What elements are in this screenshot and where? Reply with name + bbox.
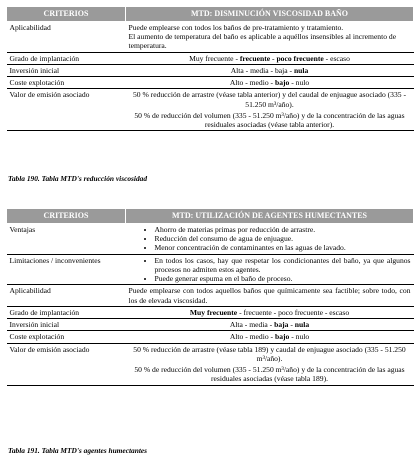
table-row <box>7 64 414 76</box>
emision-p2: 50 % de reducción del volumen (335 - 51.250 m³/año) y de la concentración de las aguas residuales asociadas (véase tabla 189). <box>134 365 405 384</box>
row-value <box>126 254 414 285</box>
row-label: Grado de implantación <box>7 306 126 318</box>
coste-option: Alto - medio - <box>229 332 275 342</box>
grado-sep: - <box>270 53 277 63</box>
list-item: • Ahorro de materias primas por reducción de arrastre. <box>155 225 411 234</box>
inversion-selected: nula <box>294 320 310 329</box>
row-label: Limitaciones / inconvenientes <box>7 254 126 285</box>
grado-selected: frecuente <box>239 53 271 63</box>
inversion-option: Alta - media - <box>229 320 275 329</box>
row-label: Coste explotación <box>7 77 126 89</box>
inversion-selected: baja <box>274 320 289 329</box>
aplicabilidad-p1: Puede emplearse con todos los baños de pre-tratamiento y tratamiento. <box>128 22 344 32</box>
coste-option: - nulo <box>289 78 310 87</box>
row-value <box>126 52 414 64</box>
list-item: • Menor concentración de contaminantes en las aguas de lavado. <box>155 243 411 252</box>
list-item: • En todos los casos, hay que respetar los condicionantes del baño, ya que algunos procesos no admiten estos agentes. <box>155 256 411 275</box>
inversion-sep: - <box>288 320 295 329</box>
header-mtd: MTD: UTILIZACIÓN DE AGENTES HUMECTANTES <box>126 209 414 224</box>
table-row <box>7 254 414 285</box>
table-190 <box>6 6 414 131</box>
ventajas-list <box>129 225 411 253</box>
row-label: Grado de implantación <box>7 52 126 64</box>
table-row <box>7 77 414 89</box>
row-label: Valor de emisión asociado <box>7 343 126 385</box>
row-label: Valor de emisión asociado <box>7 89 126 131</box>
coste-option: - nulo <box>289 332 310 342</box>
coste-selected: bajo <box>274 332 290 342</box>
coste-option: Alto - medio - <box>229 78 275 87</box>
table-190-header <box>7 7 414 22</box>
grado-selected: poco frecuente <box>276 53 324 63</box>
row-value: Puede emplearse con todos aquellos baños que químicamente sea factible; sobre todo, con los de elevada viscosidad. <box>126 285 414 307</box>
row-label: Coste explotación <box>7 331 126 343</box>
list-item: • Reducción del consumo de agua de enjuague. <box>155 234 411 243</box>
grado-option: - frecuente - poco frecuente - escaso <box>237 307 350 317</box>
inversion-selected: nula <box>293 65 309 75</box>
table-191-header <box>7 209 414 224</box>
row-label: Aplicabilidad <box>7 21 126 52</box>
row-label: Aplicabilidad <box>7 285 126 307</box>
row-label: Inversión inicial <box>7 319 126 331</box>
table-row <box>7 21 414 52</box>
row-value <box>126 21 414 52</box>
table-row <box>7 319 414 331</box>
inversion-option: Alta - media - baja - <box>230 65 294 75</box>
grado-option: Muy frecuente - <box>189 53 240 63</box>
emision-p1: 50 % reducción de arrastre (véase tabla anterior) y del caudal de enjuague asociado (335 - 51.250 m³/año). <box>132 90 407 109</box>
row-value <box>126 89 414 131</box>
table-191-caption: Tabla 191. Tabla MTD's agentes humectantes <box>8 446 148 455</box>
table-row <box>7 223 414 254</box>
table-row <box>7 89 414 131</box>
row-value <box>126 223 414 254</box>
table-row <box>7 343 414 385</box>
table-row <box>7 306 414 318</box>
list-item: • Puede generar espuma en el baño de proceso. <box>155 274 411 283</box>
row-value <box>126 64 414 76</box>
emision-p2: 50 % de reducción del volumen (335 - 51.250 m³/año) y de la concentración de las aguas residuales asociadas (véase tabla anterior). <box>134 110 405 129</box>
emision-p1: 50 % reducción de arrastre (véase tabla 189) y caudal de enjuague asociado (335 - 51.250 m³/año). <box>133 344 406 363</box>
table-row <box>7 285 414 307</box>
row-value <box>126 306 414 318</box>
grado-selected: Muy frecuente <box>189 307 238 317</box>
table-190-caption: Tabla 190. Tabla MTD's reducción viscosidad <box>8 174 148 183</box>
table-191 <box>6 208 414 386</box>
header-criterios: CRITERIOS <box>7 7 126 22</box>
row-value <box>126 343 414 385</box>
row-value <box>126 319 414 331</box>
limitaciones-list <box>129 256 411 284</box>
aplicabilidad-p2: El aumento de temperatura del baño es aplicable a aquéllos insensibles al incremento de temperatura. <box>128 32 397 51</box>
table-row <box>7 52 414 64</box>
row-value <box>126 77 414 89</box>
grado-option: - escaso <box>323 53 350 63</box>
row-label: Inversión inicial <box>7 64 126 76</box>
table-row <box>7 331 414 343</box>
row-value <box>126 331 414 343</box>
header-mtd: MTD: DISMINUCIÓN VISCOSIDAD BAÑO <box>126 7 414 22</box>
row-label: Ventajas <box>7 223 126 254</box>
header-criterios: CRITERIOS <box>7 209 126 224</box>
coste-selected: bajo <box>274 78 290 87</box>
